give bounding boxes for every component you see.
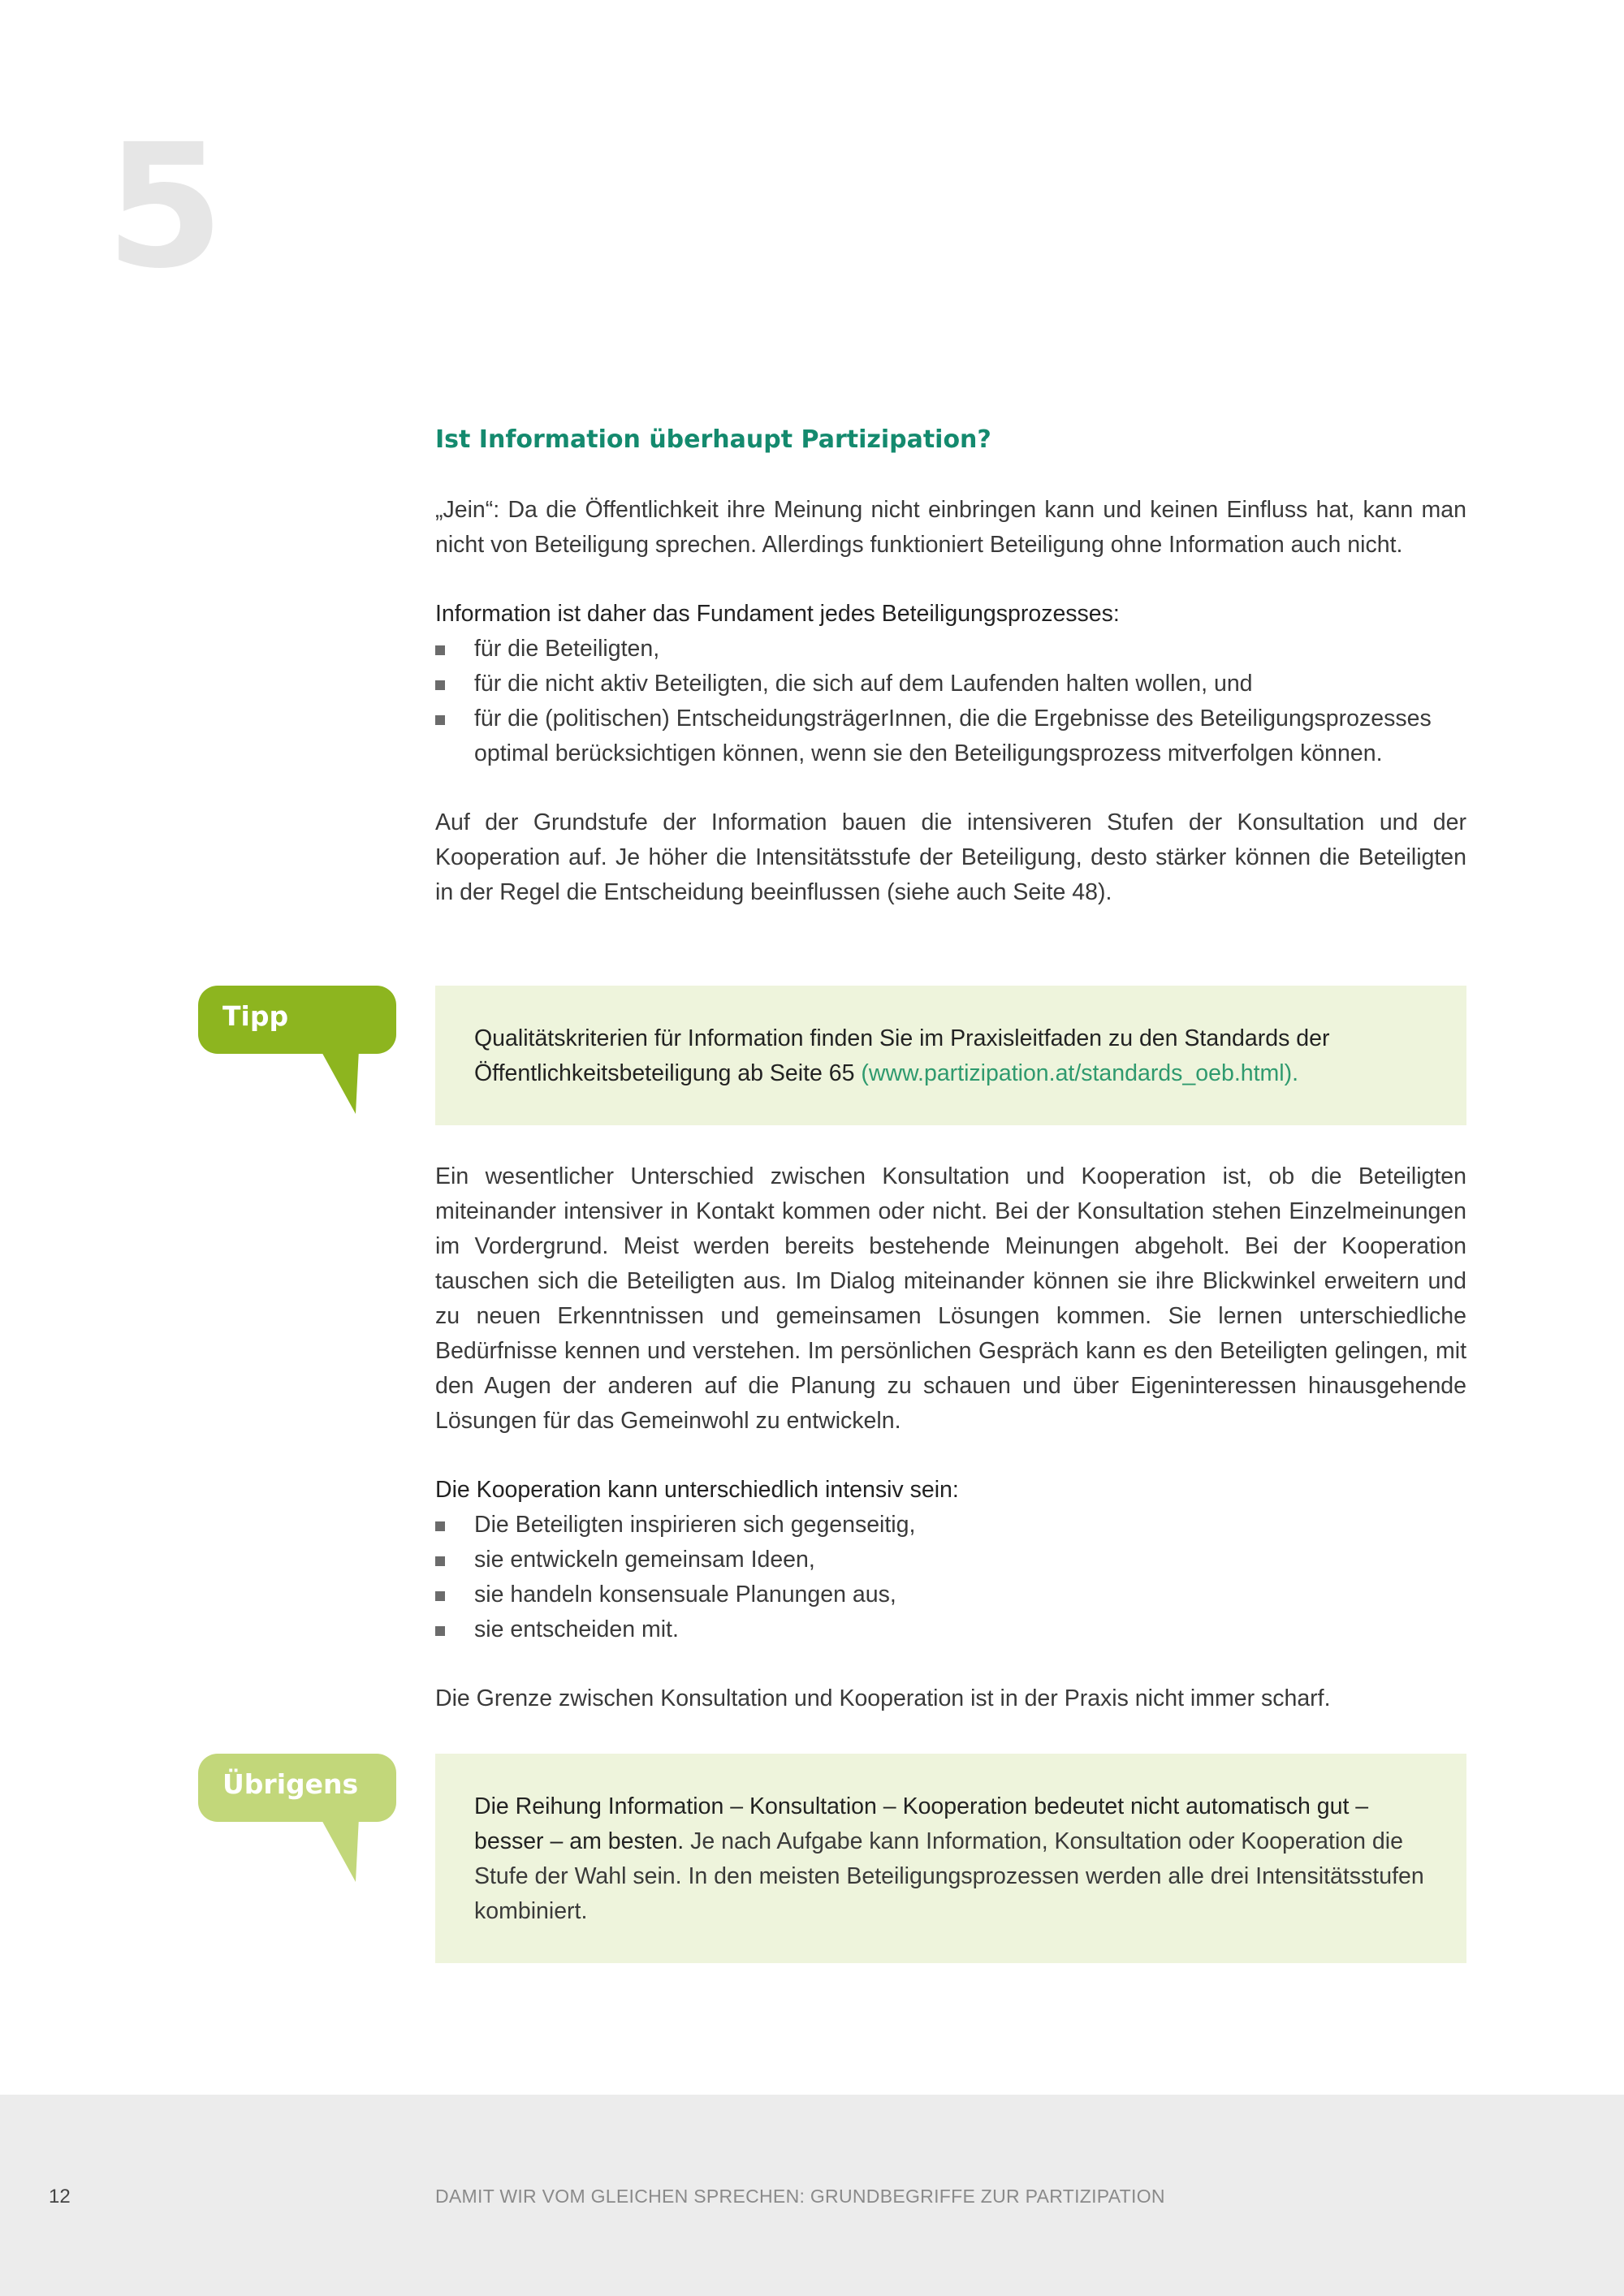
note-bubble <box>198 1754 396 1822</box>
list-item: Die Beteiligten inspirieren sich gegenseitig, <box>435 1508 1466 1543</box>
running-title: DAMIT WIR VOM GLEICHEN SPRECHEN: GRUNDBEGRIFFE ZUR PARTIZIPATION <box>435 2186 1165 2207</box>
list-lead: Information ist daher das Fundament jedes Beteiligungsprozesses: <box>435 601 1120 627</box>
list-item: sie entwickeln gemeinsam Ideen, <box>435 1543 1466 1577</box>
tip-box <box>435 986 1466 1125</box>
main-section <box>435 425 1466 910</box>
difference-paragraph: Ein wesentlicher Unterschied zwischen Konsultation und Kooperation ist, ob die Beteiligten miteinander intensiver in Kontakt kommen oder nicht. Bei der Konsultation stehen Einzelmeinungen im Vordergrund. Meist werden bereits bestehende Meinungen abgeholt. Bei der Kooperation tauschen sich die Beteiligten aus. Im Dialog miteinander können sie ihre Blickwinkel erweitern und zu neuen Erkenntnissen und gemeinsamen Lösungen kommen. Sie lernen unterschiedliche Bedürfnisse kennen und verstehen. Im persönlichen Gespräch kann es den Beteiligten gelingen, mit den Augen der anderen auf die Planung zu schauen und über Eigeninteressen hinausgehende Lösungen für das Gemeinwohl zu entwickeln. <box>435 1163 1466 1434</box>
list-item: für die nicht aktiv Beteiligten, die sich auf dem Laufenden halten wollen, und <box>435 667 1466 701</box>
list-item: sie handeln konsensuale Planungen aus, <box>435 1577 1466 1612</box>
chapter-number: 5 <box>106 107 225 306</box>
tip-label: Tipp <box>222 1000 289 1032</box>
note-text <box>474 1789 1427 1929</box>
cooperation-list <box>435 1508 1466 1647</box>
intro-paragraph: „Jein“: Da die Öffentlichkeit ihre Meinung nicht einbringen kann und keinen Einfluss hat, kann man nicht von Beteiligung sprechen. Allerdings funktioniert Beteiligung ohne Information auch nicht. <box>435 497 1466 558</box>
speech-tail-icon <box>320 1049 361 1114</box>
standards-link[interactable]: (www.partizipation.at/standards_oeb.html). <box>861 1060 1298 1086</box>
list-item: für die (politischen) EntscheidungsträgerInnen, die die Ergebnisse des Beteiligungsprozesses optimal berücksichtigen können, wenn sie den Beteiligungsprozess mitverfolgen können. <box>435 701 1466 771</box>
note-emphasis: Die Reihung Information – Konsultation – Kooperation bedeutet nicht automatisch gut – besser – am besten. <box>474 1793 1369 1854</box>
tip-bubble <box>198 986 396 1054</box>
stakeholder-list <box>435 632 1466 771</box>
cooperation-section <box>435 1159 1466 1716</box>
page-number: 12 <box>49 2186 71 2208</box>
stages-paragraph: Auf der Grundstufe der Information bauen die intensiveren Stufen der Konsultation und der Kooperation auf. Je höher die Intensitätsstufe der Beteiligung, desto stärker können die Beteiligten in der Regel die Entscheidung beeinflussen (siehe auch Seite 48). <box>435 809 1466 905</box>
section-heading: Ist Information überhaupt Partizipation? <box>435 425 991 454</box>
list-item: für die Beteiligten, <box>435 632 1466 667</box>
tip-text: Qualitätskriterien für Information finden Sie im Praxisleitfaden zu den Standards der Öffentlichkeitsbeteiligung ab Seite 65 (www.partizipation.at/standards_oeb.html). <box>474 1025 1330 1086</box>
speech-tail-icon <box>320 1817 361 1882</box>
list-item: sie entscheiden mit. <box>435 1612 1466 1647</box>
note-rest: Je nach Aufgabe kann Information, Konsultation oder Kooperation die Stufe der Wahl sein. In den meisten Beteiligungsprozessen werden alle drei Intensitätsstufen kombiniert. <box>474 1828 1424 1924</box>
list-lead: Die Kooperation kann unterschiedlich intensiv sein: <box>435 1477 959 1503</box>
note-box <box>435 1754 1466 1963</box>
border-paragraph: Die Grenze zwischen Konsultation und Kooperation ist in der Praxis nicht immer scharf. <box>435 1685 1331 1711</box>
page-footer <box>0 2095 1624 2296</box>
note-label: Übrigens <box>222 1768 359 1800</box>
